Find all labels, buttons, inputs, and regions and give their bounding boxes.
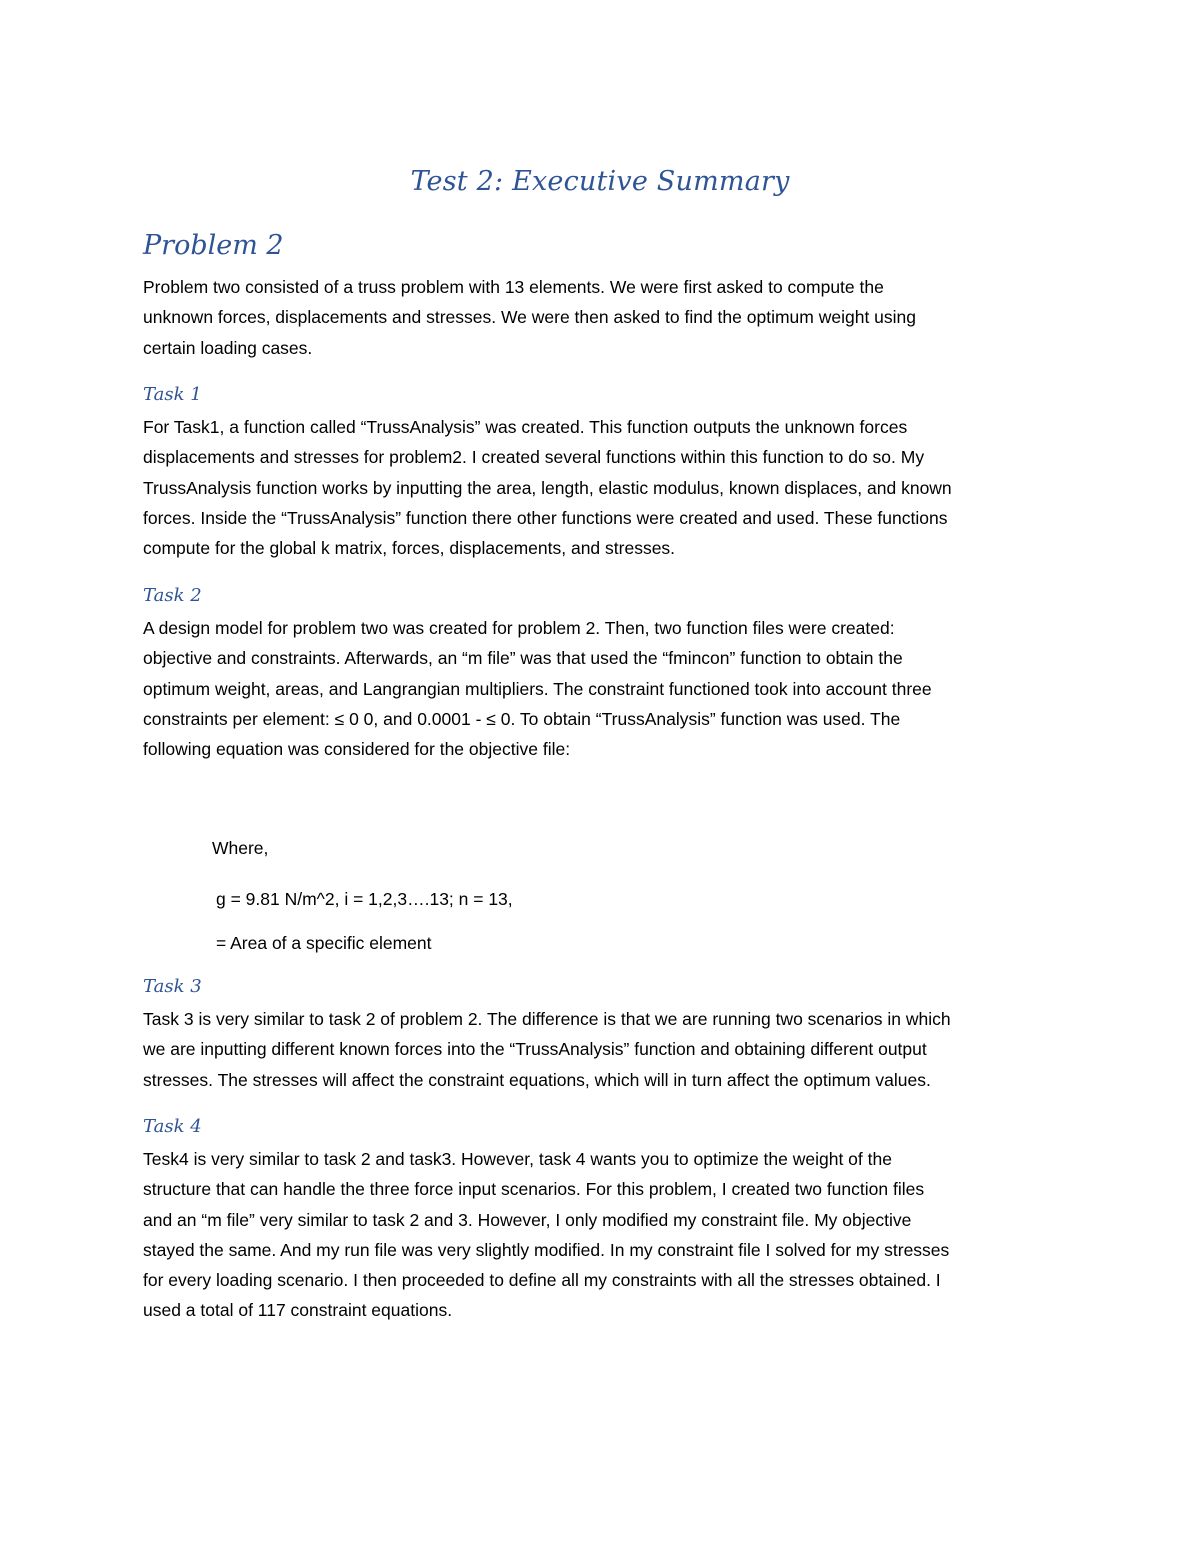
task1-heading: Task 1 (143, 384, 202, 405)
task2-line: following equation was considered for the objective file: (143, 739, 571, 760)
task4-line: for every loading scenario. I then proceeded to define all my constraints with all the stresses obtained. I (143, 1270, 941, 1291)
task2-line: A design model for problem two was created for problem 2. Then, two function files were created: (143, 618, 895, 638)
task2-heading: Task 2 (143, 585, 202, 606)
intro-line: Problem two consisted of a truss problem with 13 elements. We were first asked to compute the (143, 277, 884, 297)
intro-paragraph (143, 272, 1063, 363)
task3-line: we are inputting different known forces into the “TrussAnalysis” function and obtaining different output (143, 1039, 927, 1060)
task1-paragraph (143, 412, 1063, 563)
intro-line: certain loading cases. (143, 337, 313, 358)
task4-line: used a total of 117 constraint equations. (143, 1300, 453, 1321)
task2-line: objective and constraints. Afterwards, an “m file” was that used the “fmincon” function to obtain the (143, 648, 903, 669)
document-title: Test 2: Executive Summary (410, 166, 790, 197)
task3-heading: Task 3 (143, 976, 202, 997)
task3-line: stresses. The stresses will affect the constraint equations, which will in turn affect the optimum values. (143, 1069, 931, 1090)
section-heading-problem-2: Problem 2 (143, 230, 284, 261)
task1-line: compute for the global k matrix, forces, displacements, and stresses. (143, 538, 676, 559)
constants-line: g = 9.81 N/m^2, i = 1,2,3….13; n = 13, (216, 889, 513, 909)
task3-paragraph (143, 1004, 1063, 1095)
task2-line: constraints per element: ≤ 0 0, and 0.0001 - ≤ 0. To obtain “TrussAnalysis” function was used. The (143, 708, 901, 729)
task2-line: optimum weight, areas, and Langrangian multipliers. The constraint functioned took into account three (143, 678, 932, 699)
task1-line: displacements and stresses for problem2. I created several functions within this function to do so. My (143, 447, 925, 468)
intro-line: unknown forces, displacements and stresses. We were then asked to find the optimum weight using (143, 307, 916, 328)
task2-paragraph (143, 613, 1063, 764)
task1-line: forces. Inside the “TrussAnalysis” function there other functions were created and used. These functions (143, 507, 948, 528)
task3-line: Task 3 is very similar to task 2 of problem 2. The difference is that we are running two scenarios in which (143, 1009, 951, 1029)
task4-heading: Task 4 (143, 1116, 202, 1137)
area-definition-line: = Area of a specific element (216, 933, 432, 953)
task1-line: For Task1, a function called “TrussAnalysis” was created. This function outputs the unknown forces (143, 417, 908, 437)
task1-line: TrussAnalysis function works by inputting the area, length, elastic modulus, known displaces, and known (143, 477, 952, 498)
task4-line: Tesk4 is very similar to task 2 and task3. However, task 4 wants you to optimize the weight of the (143, 1149, 892, 1169)
task4-line: stayed the same. And my run file was very slightly modified. In my constraint file I solved for my stresses (143, 1239, 950, 1260)
task4-line: and an “m file” very similar to task 2 and 3. However, I only modified my constraint file. My objective (143, 1209, 912, 1230)
task4-line: structure that can handle the three force input scenarios. For this problem, I created two function files (143, 1179, 925, 1200)
task4-paragraph (143, 1144, 1063, 1326)
where-label: Where, (212, 838, 269, 858)
